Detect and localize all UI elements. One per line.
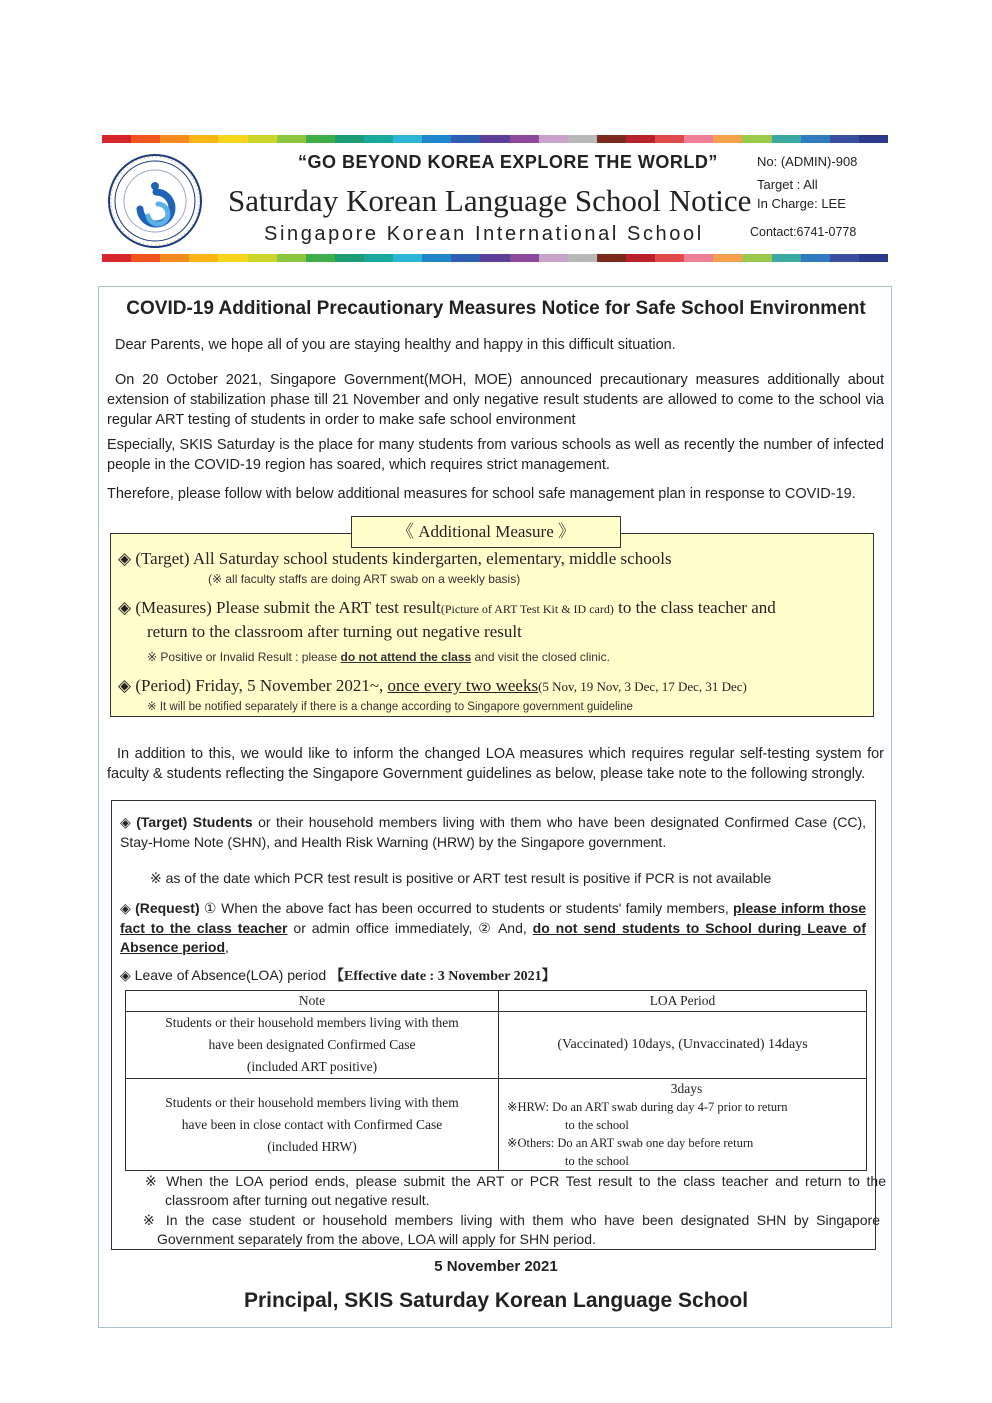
stripe-segment xyxy=(131,135,160,143)
row2-hrw-line: ※HRW: Do an ART swab during day 4-7 prior to return xyxy=(507,1099,788,1114)
row2-note-line: Students or their household members living with them xyxy=(165,1094,459,1110)
loa-target-text: or their household members living with them who have been designated Confirmed Case (CC), Stay-Home Note (SHN), and Health Risk Warning (HRW) by the Singapore government. xyxy=(120,814,867,850)
stripe-segment xyxy=(742,135,771,143)
measures-text: Please submit the ART test result xyxy=(216,598,441,617)
stripe-segment xyxy=(655,135,684,143)
stripe-segment xyxy=(830,254,859,262)
loa-note-return: ※ When the LOA period ends, please submit the ART or PCR Test result to the class teacher and return to the classroom after turning out negative result. xyxy=(145,1173,886,1208)
loa-period-heading xyxy=(120,966,556,986)
measure-period-line xyxy=(118,676,747,696)
diamond-bullet-icon: ◈ xyxy=(118,598,132,618)
stripe-segment xyxy=(218,135,247,143)
diamond-bullet-icon: ◈ xyxy=(118,549,132,569)
school-name: Singapore Korean International School xyxy=(264,223,704,245)
signature: Principal, SKIS Saturday Korean Language School xyxy=(243,1289,749,1312)
row2-others-line: to the school xyxy=(565,1153,629,1168)
stripe-segment xyxy=(655,254,684,262)
stripe-segment xyxy=(335,254,364,262)
row1-note-line: have been designated Confirmed Case xyxy=(208,1037,416,1052)
slogan: “GO BEYOND KOREA EXPLORE THE WORLD” xyxy=(298,152,718,172)
school-logo xyxy=(108,154,202,248)
stripe-segment xyxy=(859,135,888,143)
stripe-segment xyxy=(102,254,131,262)
greeting-paragraph: Dear Parents, we hope all of you are staying healthy and happy in this difficult situation. xyxy=(115,337,676,353)
measure-target-text: (Target) All Saturday school students kindergarten, elementary, middle schools xyxy=(135,549,672,568)
stripe-segment xyxy=(830,135,859,143)
stripe-segment xyxy=(626,135,655,143)
notice-title: Saturday Korean Language School Notice xyxy=(228,183,752,218)
loa-request-text2: or admin office immediately, ② And, xyxy=(293,920,527,936)
stripe-segment xyxy=(684,254,713,262)
stripe-segment xyxy=(772,254,801,262)
measures-text-line2: return to the classroom after turning out negative result xyxy=(147,622,522,641)
notice-in-charge: In Charge: LEE xyxy=(757,196,846,211)
period-emphasis: once every two weeks xyxy=(387,676,539,695)
notice-contact: Contact:6741-0778 xyxy=(750,225,857,239)
stripe-segment xyxy=(102,135,131,143)
loa-note-shn: ※ In the case student or household members living with them who have been designated SHN by Singapore Government separately from the above, LOA will apply for SHN period. xyxy=(143,1212,880,1247)
table-header-row xyxy=(126,991,867,1012)
row2-note-line: have been in close contact with Confirmed Case xyxy=(181,1116,443,1132)
stripe-segment xyxy=(131,254,160,262)
stripe-segment xyxy=(801,135,830,143)
positive-suffix: and visit the closed clinic. xyxy=(474,650,610,664)
stripe-segment xyxy=(248,254,277,262)
header-bottom-stripe xyxy=(102,254,888,262)
loa-target-paragraph xyxy=(120,813,866,852)
stripe-segment xyxy=(480,254,509,262)
stripe-segment xyxy=(364,254,393,262)
row1-note-line: (included ART positive) xyxy=(246,1059,378,1074)
stripe-segment xyxy=(248,135,277,143)
stripe-segment xyxy=(597,254,626,262)
stripe-segment xyxy=(218,254,247,262)
stripe-segment xyxy=(713,254,742,262)
loa-request-emphasis1: please inform those fact to the class teacher xyxy=(120,900,867,936)
row1-note-line: Students or their household members living with them xyxy=(165,1015,459,1030)
measure-target-note: (※ all faculty staffs are doing ART swab on a weekly basis) xyxy=(208,572,521,586)
diamond-bullet-icon: ◈ xyxy=(118,676,132,696)
period-note: ※ It will be notified separately if there is a change according to Singapore government guideline xyxy=(147,701,633,713)
row2-others-line: ※Others: Do an ART swab one day before return xyxy=(507,1135,754,1150)
stripe-segment xyxy=(626,254,655,262)
diamond-bullet-icon: ◈ xyxy=(120,815,131,831)
stripe-segment xyxy=(568,135,597,143)
table-header-note: Note xyxy=(126,991,499,1012)
positive-result-note xyxy=(147,650,610,664)
main-title: COVID-19 Additional Precautionary Measures Notice for Safe School Environment xyxy=(126,298,866,319)
table-row xyxy=(126,1079,867,1171)
stripe-segment xyxy=(859,254,888,262)
row2-hrw-line: to the school xyxy=(565,1117,629,1132)
diamond-bullet-icon: ◈ xyxy=(120,901,131,917)
period-dates: (5 Nov, 19 Nov, 3 Dec, 17 Dec, 31 Dec) xyxy=(538,679,747,694)
diamond-bullet-icon: ◈ xyxy=(120,968,131,984)
loa-effective-date: 【Effective date : 3 November 2021】 xyxy=(330,969,556,984)
measures-text-end: to the class teacher and xyxy=(618,598,776,617)
stripe-segment xyxy=(713,135,742,143)
stripe-segment xyxy=(480,135,509,143)
table-cell-note xyxy=(126,1012,499,1079)
loa-request-text1: ① When the above fact has been occurred to students or students' family members, xyxy=(203,900,729,916)
row2-days: 3days xyxy=(670,1080,703,1096)
table-cell-note xyxy=(126,1079,499,1171)
stripe-segment xyxy=(684,135,713,143)
positive-prefix: ※ Positive or Invalid Result : please xyxy=(147,650,338,664)
stripe-segment xyxy=(539,254,568,262)
loa-table xyxy=(125,990,867,1171)
stripe-segment xyxy=(510,254,539,262)
stripe-segment xyxy=(364,135,393,143)
stripe-segment xyxy=(597,135,626,143)
stripe-segment xyxy=(801,254,830,262)
table-header-period: LOA Period xyxy=(499,991,867,1012)
table-cell-period: (Vaccinated) 10days, (Unvaccinated) 14days xyxy=(499,1012,867,1079)
stripe-segment xyxy=(510,135,539,143)
loa-request-label: (Request) xyxy=(135,900,200,916)
notice-number: No: (ADMIN)-908 xyxy=(757,154,858,169)
follow-paragraph: Therefore, please follow with below additional measures for school safe management plan in response to COVID-19. xyxy=(107,486,856,502)
loa-period-heading-text: Leave of Absence(LOA) period xyxy=(134,967,327,983)
stripe-segment xyxy=(451,135,480,143)
stripe-segment xyxy=(160,135,189,143)
measure-target-line xyxy=(118,549,672,569)
stripe-segment xyxy=(422,135,451,143)
announcement-paragraph: On 20 October 2021, Singapore Government(MOH, MOE) announced precautionary measures additionally about extension of stabilization phase till 21 November and only negative result students are allowed to come to the school via regular ART testing of students in order to make safe school environment xyxy=(107,372,884,428)
stripe-segment xyxy=(451,254,480,262)
additional-measure-title: 《 Additional Measure 》 xyxy=(351,516,621,548)
stripe-segment xyxy=(568,254,597,262)
header-top-stripe xyxy=(102,135,888,143)
loa-request-paragraph: ◈ (Request) ① When the above fact has been occurred to students or students' family members, please inform those fact to the class teacher or admin office immediately, ② And, do not send students to School during Leave of Absence period, xyxy=(120,900,867,955)
row2-note-line: (included HRW) xyxy=(267,1138,357,1154)
notice-date: 5 November 2021 xyxy=(434,1258,558,1275)
skis-paragraph: Especially, SKIS Saturday is the place for many students from various schools as well as recently the number of infected people in the COVID-19 region has soared, which requires strict management. xyxy=(107,437,884,473)
loa-target-label: (Target) Students xyxy=(136,814,253,830)
stripe-segment xyxy=(393,135,422,143)
stripe-segment xyxy=(189,254,218,262)
stripe-segment xyxy=(422,254,451,262)
loa-request-emphasis2: do not send students to School during Leave of Absence period xyxy=(120,920,866,955)
stripe-segment xyxy=(335,135,364,143)
loa-intro-paragraph: In addition to this, we would like to inform the changed LOA measures which requires regular self-testing system for faculty & students reflecting the Singapore Government guidelines as below, please take note to the following strongly. xyxy=(107,746,884,782)
period-label: (Period) Friday, 5 November 2021~, xyxy=(135,676,384,695)
positive-emphasis: do not attend the class xyxy=(340,650,472,664)
stripe-segment xyxy=(393,254,422,262)
table-cell-period xyxy=(499,1079,867,1171)
measures-small-text: (Picture of ART Test Kit & ID card) xyxy=(440,602,614,616)
stripe-segment xyxy=(277,254,306,262)
stripe-segment xyxy=(160,254,189,262)
notice-target: Target : All xyxy=(757,177,818,192)
table-row xyxy=(126,1012,867,1079)
stripe-segment xyxy=(742,254,771,262)
stripe-segment xyxy=(539,135,568,143)
measures-label: (Measures) xyxy=(135,598,212,617)
stripe-segment xyxy=(277,135,306,143)
stripe-segment xyxy=(306,254,335,262)
stripe-segment xyxy=(189,135,218,143)
loa-target-note: ※ as of the date which PCR test result is positive or ART test result is positive if PCR is not available xyxy=(150,870,772,886)
stripe-segment xyxy=(306,135,335,143)
measure-measures-line xyxy=(118,598,776,618)
stripe-segment xyxy=(772,135,801,143)
